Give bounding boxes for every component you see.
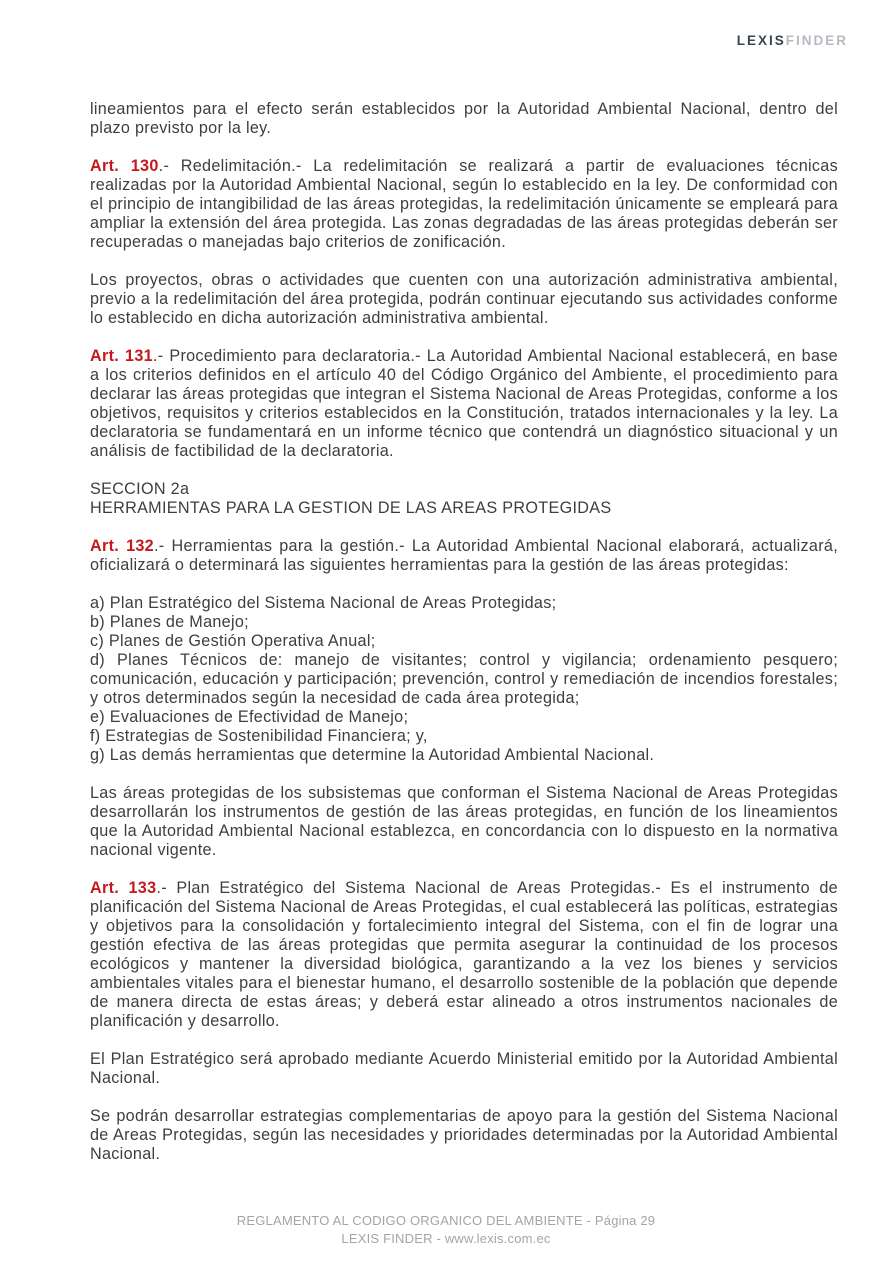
list-item: f) Estrategias de Sostenibilidad Financiera; y, <box>90 727 428 745</box>
logo-finder: FINDER <box>785 33 848 48</box>
article-131-label: Art. 131 <box>90 347 153 365</box>
list-item: b) Planes de Manejo; <box>90 613 249 631</box>
footer-document-title: REGLAMENTO AL CODIGO ORGANICO DEL AMBIENTE - Página 29 <box>236 1213 656 1228</box>
paragraph-projects: Los proyectos, obras o actividades que cuenten con una autorización administrativa ambiental, previo a la redelimitación del área protegida, podrán continuar ejecutando sus actividades conforme lo establecido en dicha autorización administrativa ambiental. <box>90 271 838 327</box>
list-item: e) Evaluaciones de Efectividad de Manejo; <box>90 708 409 726</box>
article-130-label: Art. 130 <box>90 157 159 175</box>
article-133-label: Art. 133 <box>90 879 157 897</box>
lexisfinder-logo <box>737 33 848 48</box>
paragraph-subsystems: Las áreas protegidas de los subsistemas que conforman el Sistema Nacional de Areas Protegidas desarrollarán los instrumentos de gestión de las áreas protegidas, en función de los lineamientos que la Autoridad Ambiental Nacional establezca, en concordancia con lo dispuesto en la normativa nacional vigente. <box>90 784 838 859</box>
article-131-text: .- Procedimiento para declaratoria.- La Autoridad Ambiental Nacional establecerá, en base a los criterios definidos en el artículo 40 del Código Orgánico del Ambiente, el procedimiento para declarar las áreas protegidas que integran el Sistema Nacional de Areas Protegidas, conforme a los objetivos, requisitos y criterios establecidos en la Constitución, tratados internacionales y la ley. La declaratoria se fundamentará en un informe técnico que contendrá un diagnóstico situacional y un análisis de factibilidad de la declaratoria. <box>90 347 838 460</box>
article-131 <box>90 347 838 461</box>
article-132 <box>90 537 838 575</box>
page-footer <box>0 1212 892 1247</box>
management-tools-list <box>90 594 838 765</box>
article-133-text: .- Plan Estratégico del Sistema Nacional de Areas Protegidas.- Es el instrumento de planificación del Sistema Nacional de Areas Protegidas, el cual establecerá las políticas, estrategias y objetivos para la consolidación y fortalecimiento integral del Sistema, con el fin de lograr una gestión efectiva de las áreas protegidas que permita asegurar la continuidad de los procesos ecológicos y mantener la diversidad biológica, garantizando a la vez los bienes y servicios ambientales vitales para el bienestar humano, el desarrollo sostenible de la población que depende de manera directa de estas áreas; y deberá estar alineado a otros instrumentos nacionales de planificación y desarrollo. <box>90 879 838 1030</box>
article-130 <box>90 157 838 252</box>
paragraph-intro: lineamientos para el efecto serán establecidos por la Autoridad Ambiental Nacional, dentro del plazo previsto por la ley. <box>90 100 838 137</box>
list-item: c) Planes de Gestión Operativa Anual; <box>90 632 376 650</box>
document-body <box>90 100 838 1183</box>
article-130-text: .- Redelimitación.- La redelimitación se realizará a partir de evaluaciones técnicas realizadas por la Autoridad Ambiental Nacional, según lo establecido en la ley. De conformidad con el principio de intangibilidad de las áreas protegidas, la redelimitación únicamente se empleará para ampliar la extensión del área protegida. Las zonas degradadas de las áreas protegidas deberán ser recuperadas o manejadas bajo criterios de zonificación. <box>90 157 838 251</box>
list-item: g) Las demás herramientas que determine la Autoridad Ambiental Nacional. <box>90 746 655 764</box>
logo-lexis: LEXIS <box>736 33 786 48</box>
article-132-label: Art. 132 <box>90 537 154 555</box>
paragraph-plan-approval: El Plan Estratégico será aprobado mediante Acuerdo Ministerial emitido por la Autoridad Ambiental Nacional. <box>90 1050 838 1087</box>
article-133 <box>90 879 838 1031</box>
list-item: a) Plan Estratégico del Sistema Nacional de Areas Protegidas; <box>90 594 557 612</box>
section-heading <box>90 480 838 518</box>
section-title: HERRAMIENTAS PARA LA GESTION DE LAS AREAS PROTEGIDAS <box>90 499 612 517</box>
section-number: SECCION 2a <box>90 480 190 498</box>
paragraph-strategies: Se podrán desarrollar estrategias complementarias de apoyo para la gestión del Sistema Nacional de Areas Protegidas, según las necesidades y prioridades determinadas por la Autoridad Ambiental Nacional. <box>90 1107 838 1163</box>
article-132-text: .- Herramientas para la gestión.- La Autoridad Ambiental Nacional elaborará, actualizará, oficializará o determinará las siguientes herramientas para la gestión de las áreas protegidas: <box>90 537 838 574</box>
footer-source: LEXIS FINDER - www.lexis.com.ec <box>341 1230 551 1246</box>
list-item: d) Planes Técnicos de: manejo de visitantes; control y vigilancia; ordenamiento pesquero; comunicación, educación y participación; prevención, control y remediación de incendios forestales; y otros determinados según la necesidad de cada área protegida; <box>90 651 838 707</box>
